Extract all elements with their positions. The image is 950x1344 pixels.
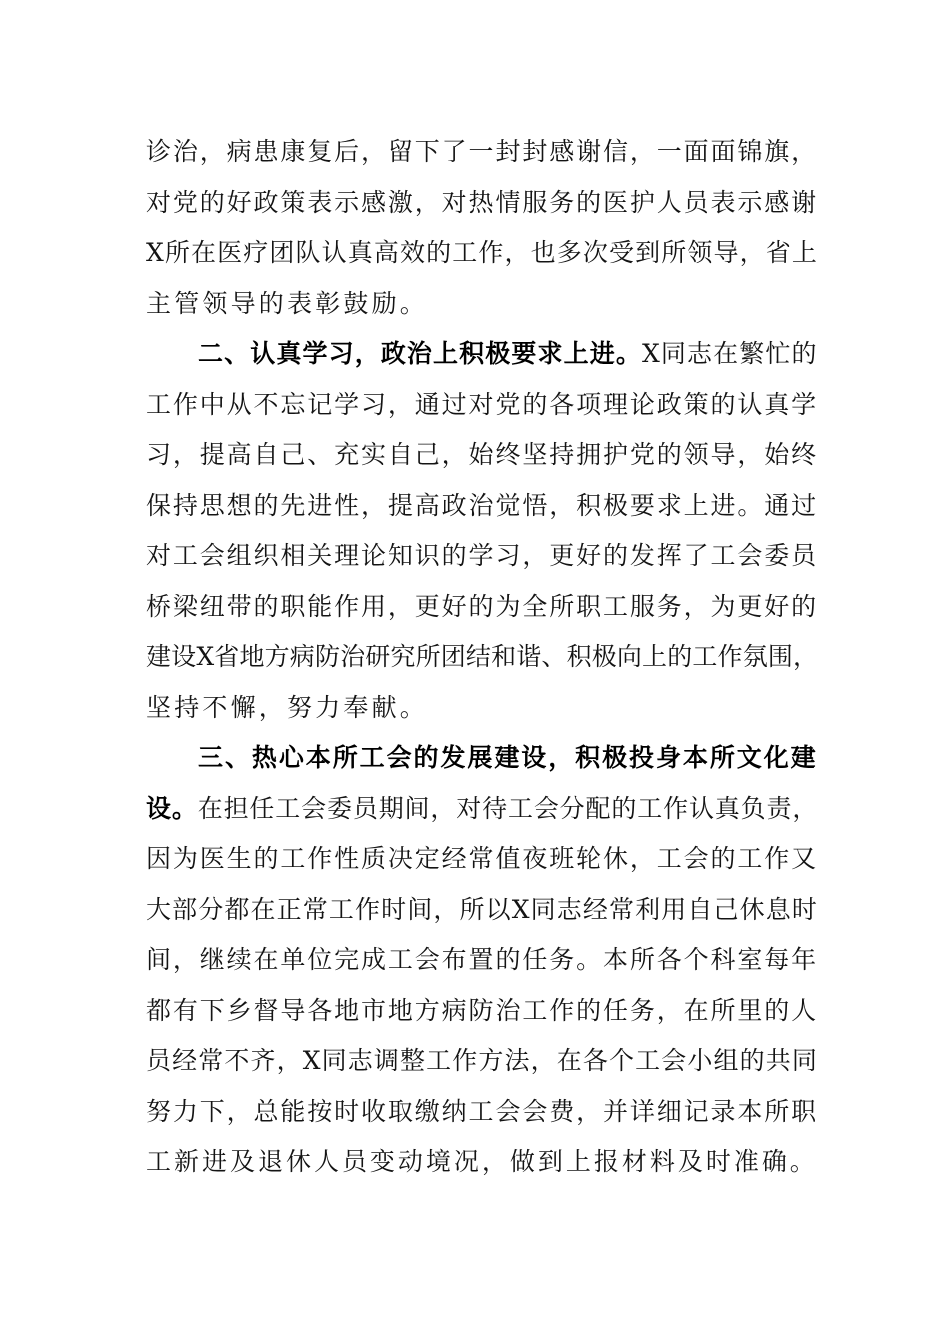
text-line (146, 380, 818, 431)
text-line (146, 986, 818, 1037)
text-line (146, 885, 818, 936)
text-line (146, 935, 818, 986)
text-line (146, 784, 818, 835)
paragraph-text: 坚持不懈，努力奉献。 (146, 692, 429, 722)
paragraph-text: 对工会组织相关理论知识的学习，更好的发挥了工会委员 (146, 541, 819, 570)
paragraph-text: 诊治，病患康复后，留下了一封封感谢信，一面面锦旗， (146, 137, 819, 166)
text-line (146, 178, 818, 229)
text-line (146, 683, 818, 734)
section-heading-text: 二、认真学习，政治上积极要求上进。 (198, 339, 642, 368)
paragraph-text: 都有下乡督导各地市地方病防治工作的任务，在所里的人 (146, 995, 819, 1025)
paragraph-text: 因为医生的工作性质决定经常值夜班轮休，工会的工作又 (146, 844, 819, 873)
paragraph-text: 在担任工会委员期间，对待工会分配的工作认真负责， (197, 793, 819, 823)
text-line (146, 279, 818, 330)
body-text (146, 127, 818, 1188)
section-heading-text: 三、热心本所工会的发展建设，积极投身本所文化建 (198, 743, 818, 772)
paragraph-text: 保持思想的先进性，提高政治觉悟，积极要求上进。通过 (146, 490, 819, 520)
paragraph-text: 员经常不齐，X同志调整工作方法，在各个工会小组的共同 (146, 1046, 818, 1075)
text-line (146, 430, 818, 481)
paragraph-text: 工新进及退休人员变动境况，做到上报材料及时准确。 (146, 1147, 818, 1176)
text-line (146, 481, 818, 532)
text-line (146, 582, 818, 633)
paragraph-text: 建设X省地方病防治研究所团结和谐、积极向上的工作氛围， (146, 642, 819, 671)
paragraph-text: 主管领导的表彰鼓励。 (146, 288, 429, 318)
paragraph-text: 桥梁纽带的职能作用，更好的为全所职工服务，为更好的 (146, 591, 819, 621)
paragraph-text: X同志在繁忙的 (642, 339, 818, 368)
paragraph-text: 间，继续在单位完成工会布置的任务。本所各个科室每年 (146, 945, 819, 974)
text-line (146, 531, 818, 582)
paragraph-text: 对党的好政策表示感激，对热情服务的医护人员表示感谢 (146, 187, 819, 217)
paragraph-text: 习，提高自己、充实自己，始终坚持拥护党的领导，始终 (146, 440, 819, 469)
text-line (146, 1137, 818, 1188)
text-line (146, 1087, 818, 1138)
paragraph-text: 大部分都在正常工作时间，所以X同志经常利用自己休息时 (146, 894, 818, 924)
text-line (146, 834, 818, 885)
text-line (146, 329, 818, 380)
text-line (146, 733, 818, 784)
paragraph-text: 努力下，总能按时收取缴纳工会会费，并详细记录本所职 (146, 1096, 819, 1126)
section-heading-text: 设。 (146, 793, 198, 823)
paragraph-text: 工作中从不忘记学习，通过对党的各项理论政策的认真学 (146, 389, 819, 419)
text-line (146, 127, 818, 178)
text-line (146, 228, 818, 279)
text-line (146, 632, 818, 683)
paragraph-text: X所在医疗团队认真高效的工作，也多次受到所领导，省上 (146, 238, 818, 267)
text-line (146, 1036, 818, 1087)
